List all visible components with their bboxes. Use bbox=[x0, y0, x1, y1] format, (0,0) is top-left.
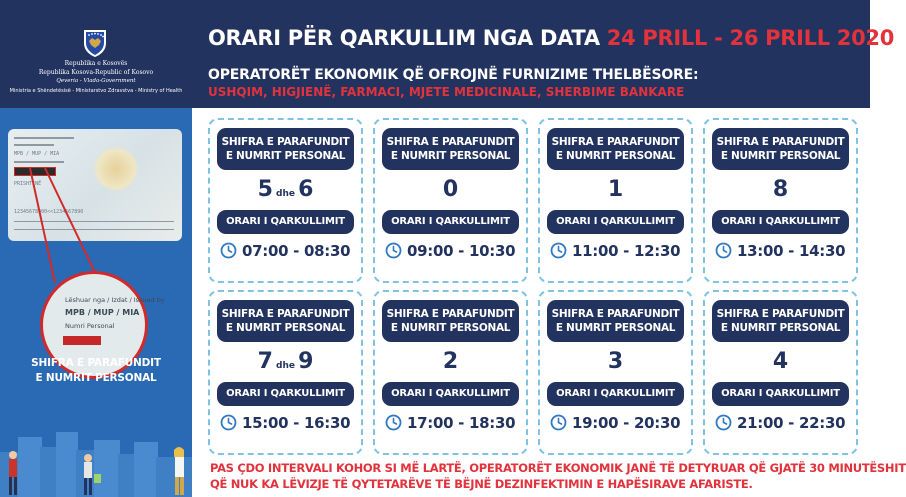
schedule-label: ORARI I QARKULLIMIT bbox=[217, 382, 354, 406]
government-logo bbox=[0, 0, 192, 108]
card-heading-line: E NUMRIT PERSONAL bbox=[555, 150, 676, 162]
card-heading-line: SHIFRA E PARAFUNDIT bbox=[386, 136, 515, 148]
card-heading bbox=[217, 300, 354, 342]
schedule-card bbox=[703, 118, 858, 283]
zoom-text: MPB / MUP / MIA bbox=[65, 308, 140, 317]
card-digits bbox=[540, 177, 691, 202]
card-heading bbox=[547, 128, 684, 170]
schedule-card bbox=[703, 290, 858, 455]
digit: 9 bbox=[298, 349, 314, 374]
clock-icon bbox=[550, 242, 567, 259]
zoom-highlight bbox=[63, 336, 101, 345]
footer-notice: QË NUK KA LËVIZJE TË QYTETARËVE TË BËJNË DEZINFEKTIMIN E HAPËSIRAVE AFARISTE. bbox=[210, 477, 753, 491]
left-label: E NUMRIT PERSONAL bbox=[35, 372, 157, 384]
time-text: 13:00 - 14:30 bbox=[737, 242, 846, 260]
schedule-label: ORARI I QARKULLIMIT bbox=[547, 382, 684, 406]
time-range bbox=[220, 241, 357, 261]
time-text: 07:00 - 08:30 bbox=[242, 242, 351, 260]
card-heading-line: E NUMRIT PERSONAL bbox=[720, 150, 841, 162]
digit: 6 bbox=[298, 177, 314, 202]
clock-icon bbox=[220, 242, 237, 259]
card-heading-line: E NUMRIT PERSONAL bbox=[720, 322, 841, 334]
card-heading-line: E NUMRIT PERSONAL bbox=[225, 150, 346, 162]
card-heading-line: E NUMRIT PERSONAL bbox=[390, 150, 511, 162]
time-range bbox=[220, 413, 357, 433]
digit: 3 bbox=[607, 349, 624, 374]
kosovo-coat-of-arms bbox=[82, 28, 108, 58]
city-skyline-illustration bbox=[0, 412, 192, 497]
clock-icon bbox=[385, 242, 402, 259]
time-range bbox=[550, 241, 687, 261]
card-heading-line: SHIFRA E PARAFUNDIT bbox=[716, 136, 845, 148]
time-range bbox=[385, 413, 522, 433]
card-heading-line: SHIFRA E PARAFUNDIT bbox=[221, 308, 350, 320]
digit: 4 bbox=[772, 349, 789, 374]
digit: 7 bbox=[257, 349, 273, 374]
left-info-panel bbox=[0, 108, 192, 497]
schedule-card bbox=[538, 118, 693, 283]
clock-icon bbox=[550, 414, 567, 431]
subtitle-items: USHQIM, HIGJIENË, FARMACI, MJETE MEDICINALE, SHERBIME BANKARE bbox=[208, 85, 685, 99]
time-text: 17:00 - 18:30 bbox=[407, 414, 516, 432]
card-heading-line: SHIFRA E PARAFUNDIT bbox=[551, 308, 680, 320]
id-card-text: MPB / MUP / MIA bbox=[14, 151, 60, 157]
zoom-text: Lëshuar nga / Izdat / Issued by bbox=[65, 296, 165, 304]
title-dates: 24 PRILL - 26 PRILL 2020 bbox=[606, 26, 895, 50]
digit: 0 bbox=[442, 177, 459, 202]
crest-text-line: Republika Kosova-Republic of Kosovo bbox=[38, 69, 154, 76]
card-heading-line: E NUMRIT PERSONAL bbox=[225, 322, 346, 334]
schedule-card bbox=[373, 118, 528, 283]
time-range bbox=[715, 241, 852, 261]
digit: 8 bbox=[772, 177, 789, 202]
card-heading-line: SHIFRA E PARAFUNDIT bbox=[551, 136, 680, 148]
time-range bbox=[550, 413, 687, 433]
id-card-mrz: 12345678900<<1234567890 bbox=[14, 209, 84, 215]
card-digits bbox=[705, 177, 856, 202]
schedule-card bbox=[208, 290, 363, 455]
crest-text-line: Qeveria - Vlada-Government bbox=[56, 78, 136, 84]
card-heading bbox=[382, 300, 519, 342]
clock-icon bbox=[220, 414, 237, 431]
schedule-card bbox=[538, 290, 693, 455]
schedule-card bbox=[373, 290, 528, 455]
card-digits bbox=[210, 177, 361, 202]
card-digits bbox=[210, 349, 361, 374]
card-heading bbox=[712, 128, 849, 170]
crest-text-line: Republika e Kosovës bbox=[64, 60, 128, 67]
footer-notice: PAS ÇDO INTERVALI KOHOR SI MË LARTË, OPERATORËT EKONOMIK JANË TË DETYRUAR QË GJATË 30 MINUTËSHIT bbox=[210, 461, 906, 475]
schedule-label: ORARI I QARKULLIMIT bbox=[382, 382, 519, 406]
schedule-card bbox=[208, 118, 363, 283]
digit: 5 bbox=[257, 177, 273, 202]
card-heading bbox=[547, 300, 684, 342]
time-text: 11:00 - 12:30 bbox=[572, 242, 681, 260]
digit: 2 bbox=[442, 349, 459, 374]
page-title bbox=[208, 26, 894, 50]
title-main: ORARI PËR QARKULLIM NGA DATA bbox=[208, 26, 607, 50]
time-range bbox=[385, 241, 522, 261]
id-card-text: PRISHTINË bbox=[14, 181, 42, 187]
time-text: 19:00 - 20:30 bbox=[572, 414, 681, 432]
schedule-label: ORARI I QARKULLIMIT bbox=[712, 382, 849, 406]
header-band bbox=[0, 0, 895, 108]
clock-icon bbox=[715, 242, 732, 259]
subtitle: OPERATORËT EKONOMIK QË OFROJNË FURNIZIME THELBËSORE: bbox=[208, 67, 699, 83]
card-heading-line: SHIFRA E PARAFUNDIT bbox=[221, 136, 350, 148]
time-text: 21:00 - 22:30 bbox=[737, 414, 846, 432]
time-text: 09:00 - 10:30 bbox=[407, 242, 516, 260]
digit-connector: dhe bbox=[272, 189, 299, 199]
time-text: 15:00 - 16:30 bbox=[242, 414, 351, 432]
card-digits bbox=[375, 177, 526, 202]
digit-connector: dhe bbox=[272, 361, 299, 371]
card-heading-line: E NUMRIT PERSONAL bbox=[555, 322, 676, 334]
digit: 1 bbox=[607, 177, 624, 202]
card-heading bbox=[382, 128, 519, 170]
card-heading bbox=[712, 300, 849, 342]
clock-icon bbox=[385, 414, 402, 431]
schedule-label: ORARI I QARKULLIMIT bbox=[712, 210, 849, 234]
schedule-label: ORARI I QARKULLIMIT bbox=[382, 210, 519, 234]
card-heading bbox=[217, 128, 354, 170]
card-digits bbox=[375, 349, 526, 374]
clock-icon bbox=[715, 414, 732, 431]
card-digits bbox=[705, 349, 856, 374]
schedule-label: ORARI I QARKULLIMIT bbox=[547, 210, 684, 234]
card-heading-line: E NUMRIT PERSONAL bbox=[390, 322, 511, 334]
card-heading-line: SHIFRA E PARAFUNDIT bbox=[386, 308, 515, 320]
crest-text-line: Ministria e Shëndetësisë - Ministarstvo Zdravstva - Ministry of Health bbox=[9, 88, 183, 94]
left-label: SHIFRA E PARAFUNDIT bbox=[31, 357, 161, 369]
card-digits bbox=[540, 349, 691, 374]
schedule-label: ORARI I QARKULLIMIT bbox=[217, 210, 354, 234]
time-range bbox=[715, 413, 852, 433]
zoom-text: Numri Personal bbox=[65, 322, 115, 330]
card-heading-line: SHIFRA E PARAFUNDIT bbox=[716, 308, 845, 320]
